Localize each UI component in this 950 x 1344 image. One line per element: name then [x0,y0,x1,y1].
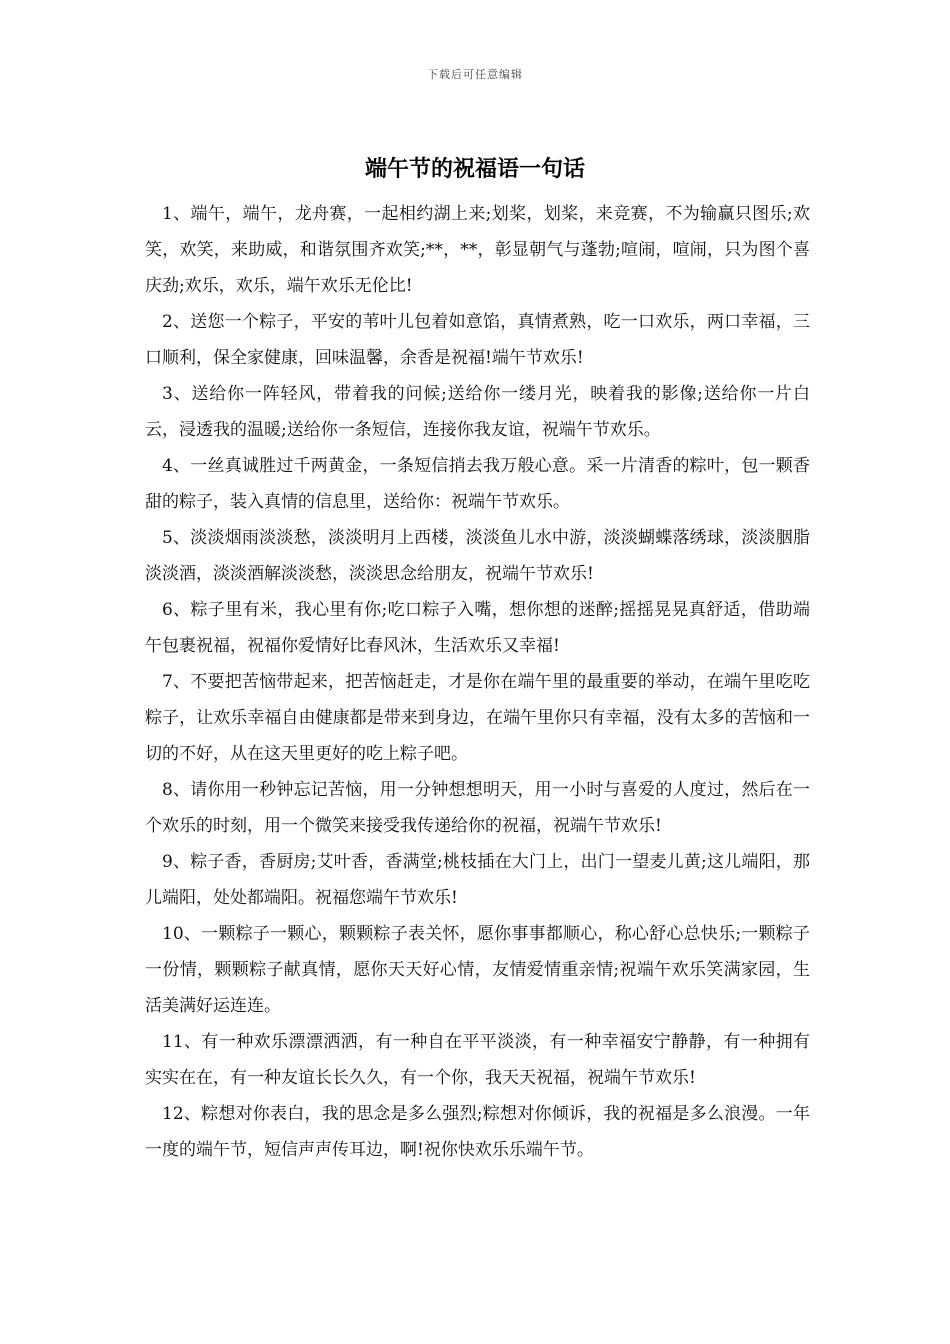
paragraph-10: 10、一颗粽子一颗心，颗颗粽子表关怀，愿你事事都顺心，称心舒心总快乐;一颗粽子一份情，颗颗粽子献真情，愿你天天好心情，友情爱情重亲情;祝端午欢乐笑满家园，生活美满好运连连。 [145,924,810,1016]
paragraph-1: 1、端午，端午，龙舟赛，一起相约湖上来;划桨，划桨，来竞赛，不为输赢只图乐;欢笑，欢笑，来助威，和谐氛围齐欢笑;**，**，彰显朝气与蓬勃;喧闹，喧闹，只为图个喜庆劲;欢乐，欢乐，端午欢乐无伦比! [145,204,810,296]
paragraph-12: 12、粽想对你表白，我的思念是多么强烈;粽想对你倾诉，我的祝福是多么浪漫。一年一度的端午节，短信声声传耳边，啊!祝你快欢乐乐端午节。 [145,1104,810,1160]
document-body [145,196,810,1168]
header-note: 下载后可任意编辑 [427,68,523,81]
paragraph-3: 3、送给你一阵轻风，带着我的问候;送给你一缕月光，映着我的影像;送给你一片白云，浸透我的温暖;送给你一条短信，连接你我友谊，祝端午节欢乐。 [145,384,810,440]
paragraph-5: 5、淡淡烟雨淡淡愁，淡淡明月上西楼，淡淡鱼儿水中游，淡淡蝴蝶落绣球，淡淡胭脂淡淡酒，淡淡酒解淡淡愁，淡淡思念给朋友，祝端午节欢乐! [145,528,810,584]
paragraph-7: 7、不要把苦恼带起来，把苦恼赶走，才是你在端午里的最重要的举动，在端午里吃吃粽子，让欢乐幸福自由健康都是带来到身边，在端午里你只有幸福，没有太多的苦恼和一切的不好，从在这天里更好的吃上粽子吧。 [145,672,810,764]
paragraph-9: 9、粽子香，香厨房;艾叶香，香满堂;桃枝插在大门上，出门一望麦儿黄;这儿端阳，那儿端阳，处处都端阳。祝福您端午节欢乐! [145,852,810,908]
paragraph-4: 4、一丝真诚胜过千两黄金，一条短信捎去我万般心意。采一片清香的粽叶，包一颗香甜的粽子，装入真情的信息里，送给你：祝端午节欢乐。 [145,456,810,512]
paragraph-11: 11、有一种欢乐漂漂洒洒，有一种自在平平淡淡，有一种幸福安宁静静，有一种拥有实实在在，有一种友谊长长久久，有一个你，我天天祝福，祝端午节欢乐! [145,1032,810,1088]
paragraph-6: 6、粽子里有米，我心里有你;吃口粽子入嘴，想你想的迷醉;摇摇晃晃真舒适，借助端午包裹祝福，祝福你爱情好比春风沐，生活欢乐又幸福! [145,600,810,656]
paragraph-2: 2、送您一个粽子，平安的苇叶儿包着如意馅，真情煮熟，吃一口欢乐，两口幸福，三口顺利，保全家健康，回味温馨，余香是祝福!端午节欢乐! [145,312,810,368]
paragraph-8: 8、请你用一秒钟忘记苦恼，用一分钟想想明天，用一小时与喜爱的人度过，然后在一个欢乐的时刻，用一个微笑来接受我传递给你的祝福，祝端午节欢乐! [145,780,810,836]
document-title: 端午节的祝福语一句话 [364,156,585,182]
